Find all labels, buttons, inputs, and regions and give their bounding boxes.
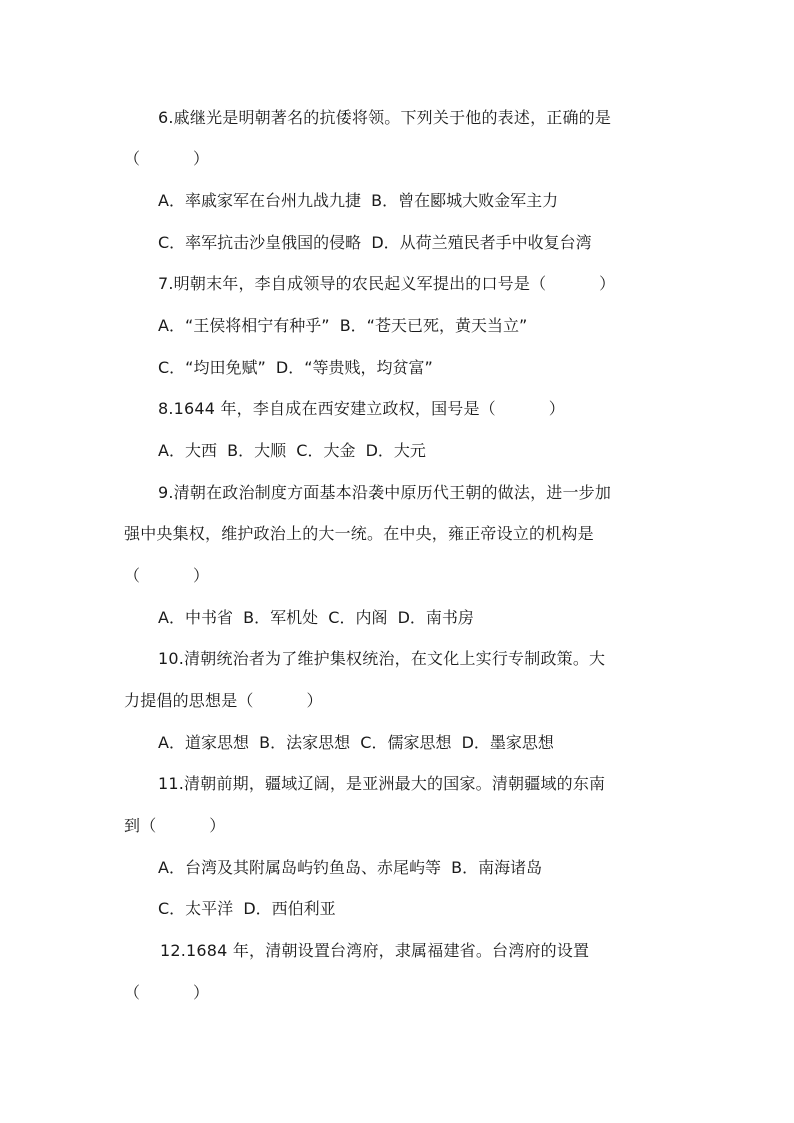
question-10-options: A．道家思想 B．法家思想 C．儒家思想 D．墨家思想 xyxy=(158,733,554,752)
question-6-options-line-2: C．率军抗击沙皇俄国的侵略 D．从荷兰殖民者手中收复台湾 xyxy=(158,233,592,252)
question-9-options: A．中书省 B．军机处 C．内阁 D．南书房 xyxy=(158,608,474,627)
question-7-options-line-2: C．“均田免赋” D．“等贵贱，均贫富” xyxy=(158,358,433,377)
question-11-options-line-1: A．台湾及其附属岛屿钓鱼岛、赤尾屿等 B．南海诸岛 xyxy=(158,858,543,877)
question-8-options: A．大西 B．大顺 C．大金 D．大元 xyxy=(158,441,426,460)
question-10-stem-line-1: 10.清朝统治者为了维护集权统治，在文化上实行专制政策。大 xyxy=(158,649,606,668)
question-9-stem-line-1: 9.清朝在政治制度方面基本沿袭中原历代王朝的做法，进一步加 xyxy=(158,483,612,502)
question-8-stem: 8.1644 年，李自成在西安建立政权，国号是（ ） xyxy=(158,399,565,418)
question-10-stem-line-2: 力提倡的思想是（ ） xyxy=(124,691,323,710)
question-11-options-line-2: C．太平洋 D．西伯利亚 xyxy=(158,899,336,918)
question-9-stem-line-2: 强中央集权，维护政治上的大一统。在中央，雍正帝设立的机构是 xyxy=(124,524,594,543)
question-7-stem: 7.明朝末年，李自成领导的农民起义军提出的口号是（ ） xyxy=(158,274,616,293)
question-6-options-line-1: A．率戚家军在台州九战九捷 B．曾在郾城大败金军主力 xyxy=(158,191,559,210)
question-12-stem-line-1: 12.1684 年，清朝设置台湾府，隶属福建省。台湾府的设置 xyxy=(160,941,590,960)
question-6-stem-line-1: 6.戚继光是明朝著名的抗倭将领。下列关于他的表述，正确的是 xyxy=(158,108,612,127)
question-11-stem-line-1: 11.清朝前期，疆域辽阔，是亚洲最大的国家。清朝疆域的东南 xyxy=(158,774,606,793)
question-7-options-line-1: A．“王侯将相宁有种乎” B．“苍天已死，黄天当立” xyxy=(158,316,528,335)
question-11-stem-line-2: 到（ ） xyxy=(124,816,226,835)
question-12-answer-blank: （ ） xyxy=(124,983,210,1002)
question-6-answer-blank: （ ） xyxy=(124,149,210,168)
question-9-answer-blank: （ ） xyxy=(124,566,210,585)
